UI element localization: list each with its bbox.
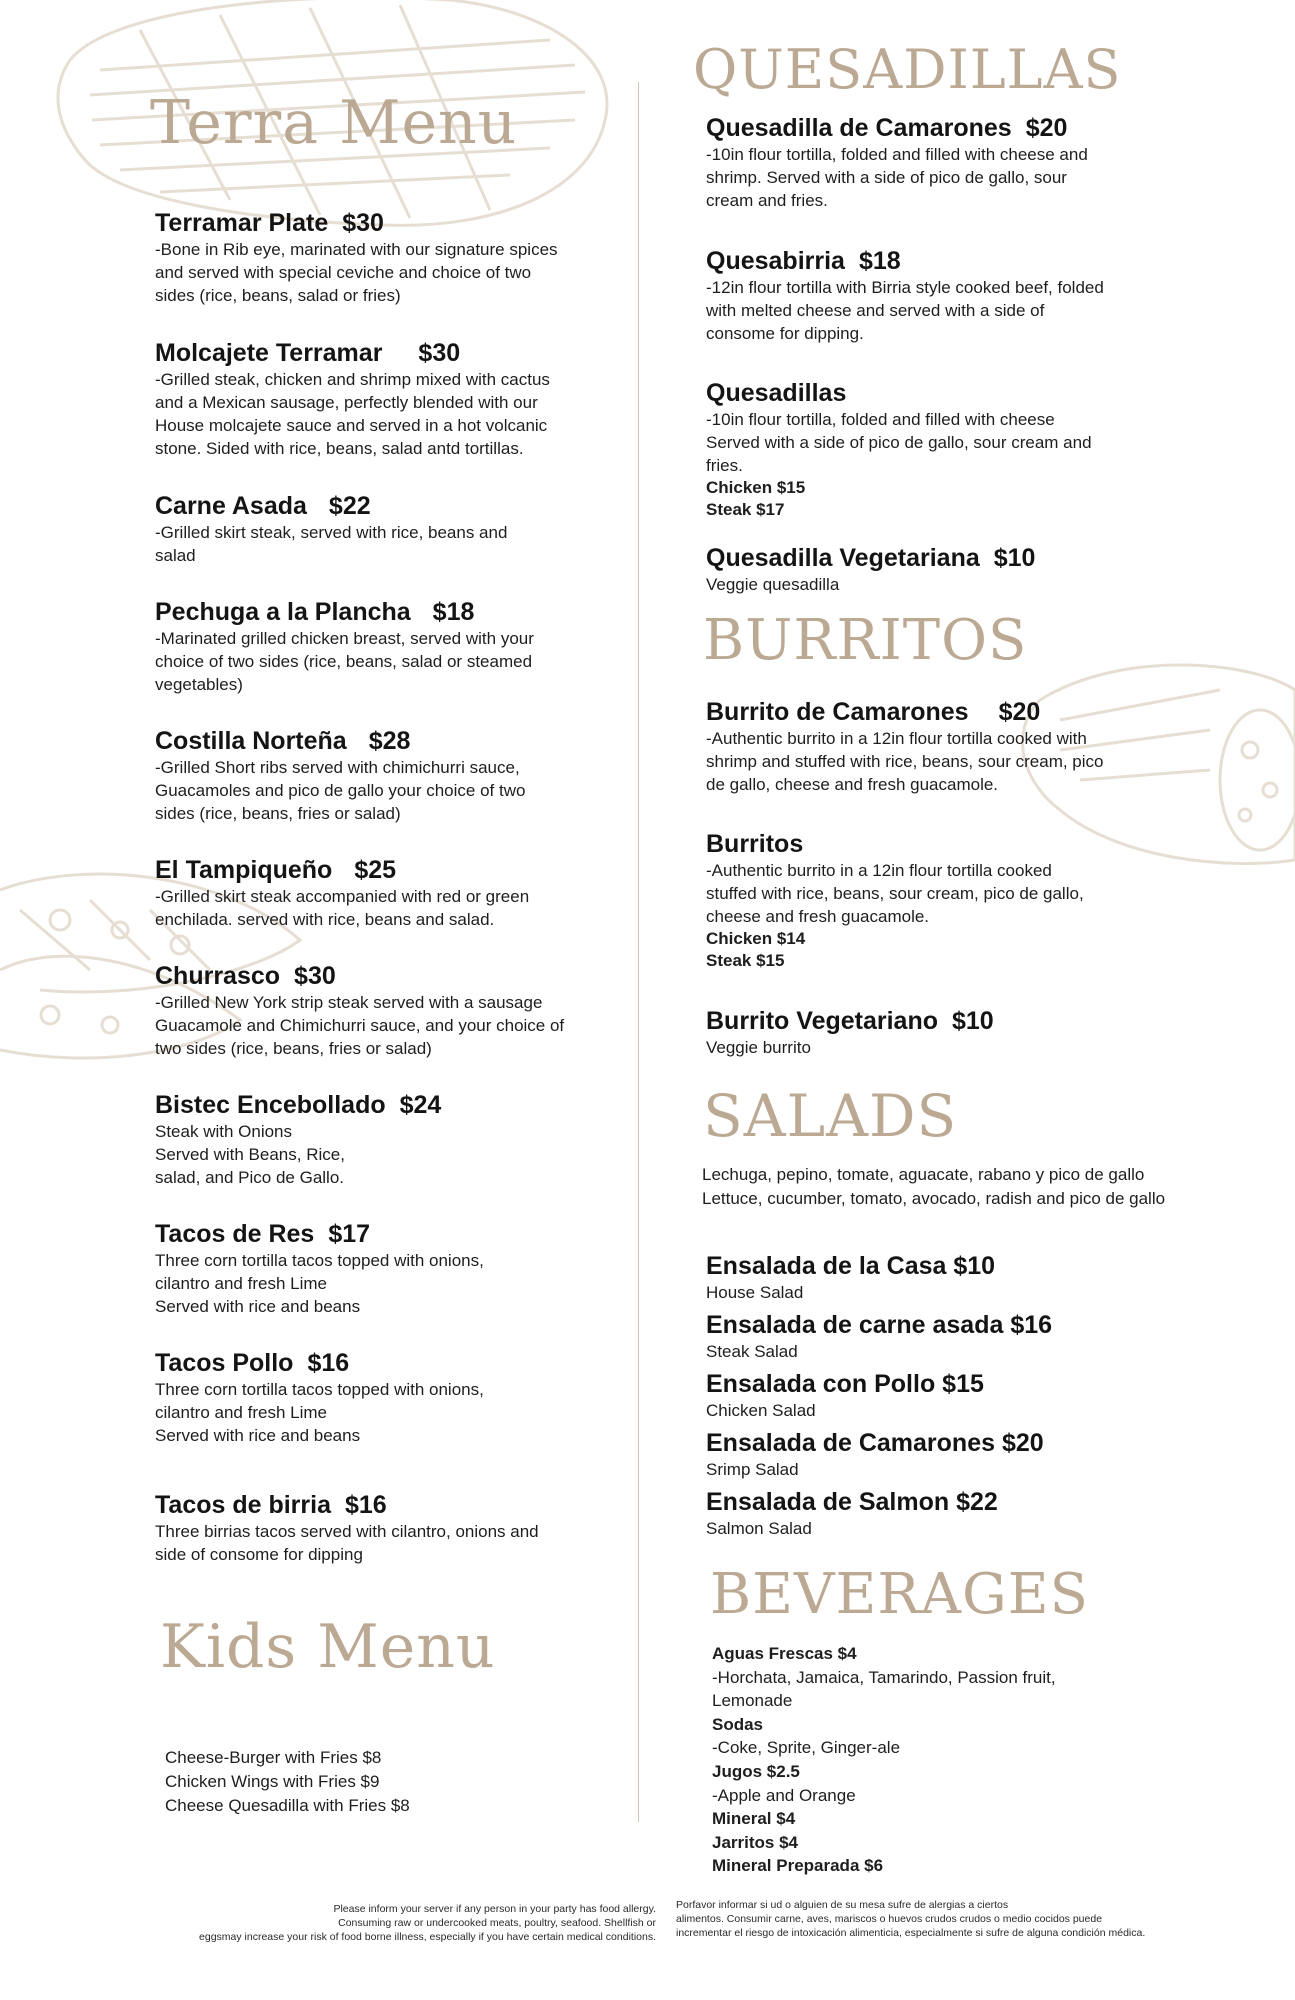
item-name: Quesabirria: [706, 247, 845, 275]
item-option: Chicken $15: [706, 478, 806, 497]
salad-item-casa: [706, 1251, 1146, 1304]
item-price: $18: [858, 247, 901, 275]
item-price: $18: [432, 598, 475, 626]
beverage-line: Mineral $4: [712, 1809, 796, 1829]
item-price: $16: [345, 1491, 387, 1519]
item-description: -Grilled New York strip steak served with a sausage Guacamole and Chimichurri sauce, and your choice of two sides (rice, beans, fries or salad): [155, 993, 565, 1058]
menu-item-burritos: [706, 829, 1146, 972]
kids-menu-list: [165, 1746, 605, 1818]
menu-item-quesadilla-de-camarones: [706, 113, 1146, 212]
terra-menu-heading: Terra Menu: [150, 88, 518, 158]
item-name: Burrito de Camarones: [706, 698, 969, 726]
item-description: Veggie quesadilla: [706, 575, 840, 594]
item-description: -12in flour tortilla with Birria style cooked beef, folded with melted cheese and served with a side of consome for dipping.: [706, 278, 1104, 343]
item-description: -Grilled steak, chicken and shrimp mixed with cactus and a Mexican sausage, perfectly blended with our House molcajete sauce and served in a hot volcanic stone. Sided with rice, beans, salad antd tortillas.: [155, 370, 550, 458]
salad-item-carne-asada: [706, 1310, 1146, 1363]
menu-item-costilla-nortena: [155, 726, 615, 825]
item-name: Carne Asada: [155, 492, 307, 520]
item-name: Burrito Vegetariano: [706, 1007, 938, 1035]
menu-item-burrito-vegetariano: [706, 1006, 1146, 1059]
quesadillas-heading: QUESADILLAS: [693, 38, 1122, 101]
item-price: $28: [368, 727, 411, 755]
item-price: $25: [354, 856, 397, 884]
item-option: Steak $15: [706, 951, 785, 970]
beverages-heading: BEVERAGES: [710, 1562, 1089, 1627]
item-name: Ensalada de la Casa $10: [706, 1252, 996, 1280]
item-name: Ensalada con Pollo $15: [706, 1370, 984, 1398]
item-name: El Tampiqueño: [155, 856, 333, 884]
kids-menu-heading: Kids Menu: [160, 1612, 496, 1682]
item-description: Veggie burrito: [706, 1038, 811, 1057]
beverage-line: Jugos $2.5: [712, 1761, 800, 1781]
menu-item-quesabirria: [706, 246, 1146, 345]
beverage-line: Aguas Frescas $4: [712, 1644, 857, 1663]
item-description: -10in flour tortilla, folded and filled with cheese Served with a side of pico de gallo, sour cream and fries.: [706, 410, 1092, 475]
item-description: -Authentic burrito in a 12in flour tortilla cooked with shrimp and stuffed with rice, beans, sour cream, pico de gallo, cheese and fresh guacamole.: [706, 729, 1104, 794]
item-option: Steak $17: [706, 500, 785, 519]
burritos-heading: BURRITOS: [703, 608, 1028, 673]
item-description: Steak Salad: [706, 1342, 798, 1361]
item-name: Bistec Encebollado: [155, 1091, 386, 1119]
beverage-line: -Coke, Sprite, Ginger-ale: [712, 1738, 901, 1758]
item-name: Pechuga a la Plancha: [155, 598, 411, 626]
item-name: Burritos: [706, 830, 804, 858]
item-description: -Grilled skirt steak, served with rice, beans and salad: [155, 523, 508, 565]
menu-item-quesadilla-vegetariana: [706, 543, 1146, 596]
salad-item-camarones: [706, 1428, 1146, 1481]
menu-item-el-tampiqueno: [155, 855, 615, 931]
salads-ingredients: Lechuga, pepino, tomate, aguacate, rabano y pico de gallo Lettuce, cucumber, tomato, avocado, radish and pico de gallo: [702, 1165, 1166, 1208]
item-price: $10: [993, 544, 1036, 572]
item-name: Ensalada de Camarones $20: [706, 1429, 1044, 1457]
item-price: $17: [328, 1220, 371, 1248]
beverage-line: Mineral Preparada $6: [712, 1856, 884, 1876]
item-name: Tacos Pollo: [155, 1349, 294, 1377]
menu-item-burrito-de-camarones: [706, 697, 1146, 796]
menu-item-bistec-encebollado: [155, 1090, 615, 1189]
item-description: Srimp Salad: [706, 1460, 799, 1479]
item-price: $30: [342, 209, 384, 237]
item-description: -10in flour tortilla, folded and filled with cheese and shrimp. Served with a side of pico de gallo, sour cream and fries.: [706, 145, 1088, 210]
item-name: Quesadilla Vegetariana: [706, 544, 980, 572]
item-price: $16: [307, 1349, 350, 1377]
item-name: Molcajete Terramar: [155, 339, 383, 367]
menu-item-carne-asada: [155, 491, 615, 567]
item-name: Churrasco: [155, 962, 281, 990]
item-description: Chicken Salad: [706, 1401, 816, 1420]
menu-item-tacos-pollo: [155, 1348, 615, 1447]
beverages-list: [712, 1642, 1132, 1878]
item-option: Chicken $14: [706, 929, 806, 948]
item-description: Three birrias tacos served with cilantro, onions and side of consome for dipping: [155, 1522, 539, 1564]
item-name: Quesadilla de Camarones: [706, 114, 1012, 142]
menu-item-molcajete-terramar: [155, 338, 615, 460]
beverage-line: Lemonade: [712, 1691, 793, 1711]
kids-item: Cheese-Burger with Fries $8: [165, 1748, 382, 1767]
column-divider: [638, 82, 639, 1822]
item-description: -Marinated grilled chicken breast, served with your choice of two sides (rice, beans, salad or steamed vegetables): [155, 629, 534, 694]
item-description: -Grilled Short ribs served with chimichurri sauce, Guacamoles and pico de gallo your choice of two sides (rice, beans, fries or salad): [155, 758, 526, 823]
item-description: -Authentic burrito in a 12in flour tortilla cooked stuffed with rice, beans, sour cream, pico de gallo, cheese and fresh guacamole.: [706, 861, 1084, 926]
kids-item: Cheese Quesadilla with Fries $8: [165, 1796, 410, 1815]
item-description: -Grilled skirt steak accompanied with red or green enchilada. served with rice, beans and salad.: [155, 887, 530, 929]
kids-item: Chicken Wings with Fries $9: [165, 1772, 380, 1791]
item-price: $30: [418, 339, 461, 367]
item-price: $20: [1025, 114, 1068, 142]
item-description: Steak with Onions Served with Beans, Rice, salad, and Pico de Gallo.: [155, 1122, 345, 1187]
item-price: $30: [294, 962, 336, 990]
beverage-line: Jarritos $4: [712, 1832, 798, 1852]
item-name: Ensalada de Salmon $22: [706, 1488, 998, 1516]
menu-item-tacos-de-birria: [155, 1490, 615, 1566]
menu-item-terramar-plate: [155, 208, 615, 307]
menu-item-churrasco: [155, 961, 615, 1060]
menu-item-tacos-de-res: [155, 1219, 615, 1318]
item-name: Quesadillas: [706, 379, 847, 407]
menu-item-quesadillas: [706, 378, 1146, 521]
salad-item-salmon: [706, 1487, 1146, 1540]
item-description: Three corn tortilla tacos topped with onions, cilantro and fresh Lime Served with rice and beans: [155, 1251, 484, 1316]
allergy-notice-spanish: Porfavor informar si ud o alguien de su mesa sufre de alergias a ciertos alimentos. Consumir carne, aves, mariscos o huevos crudos crudos o medio cocidos puede incrementar el riesgo de intoxicación alimenticia, especialmente si sufre de alguna condición médica.: [676, 1899, 1146, 1939]
beverage-line: Sodas: [712, 1714, 764, 1734]
beverage-line: -Apple and Orange: [712, 1785, 856, 1805]
salad-item-pollo: [706, 1369, 1146, 1422]
item-price: $22: [328, 492, 371, 520]
item-description: Salmon Salad: [706, 1519, 812, 1538]
allergy-notice-english: Please inform your server if any person in your party has food allergy. Consuming raw or undercooked meats, poultry, seafood. Shellfish or eggsmay increase your risk of food borne illness, especially if you have certain medical conditions.: [199, 1903, 656, 1943]
item-price: $20: [998, 698, 1041, 726]
item-name: Tacos de birria: [155, 1491, 331, 1519]
menu-item-pechuga-a-la-plancha: [155, 597, 615, 696]
item-description: -Bone in Rib eye, marinated with our signature spices and served with special ceviche and choice of two sides (rice, beans, salad or fries): [155, 240, 558, 305]
item-name: Costilla Norteña: [155, 727, 347, 755]
item-price: $10: [952, 1007, 994, 1035]
beverage-line: -Horchata, Jamaica, Tamarindo, Passion fruit,: [712, 1667, 1056, 1687]
item-name: Terramar Plate: [155, 209, 329, 237]
salads-heading: SALADS: [703, 1082, 958, 1150]
item-description: Three corn tortilla tacos topped with onions, cilantro and fresh Lime Served with rice and beans: [155, 1380, 484, 1445]
item-name: Tacos de Res: [155, 1220, 315, 1248]
item-price: $24: [399, 1091, 442, 1119]
item-name: Ensalada de carne asada $16: [706, 1311, 1053, 1339]
item-description: House Salad: [706, 1283, 804, 1302]
